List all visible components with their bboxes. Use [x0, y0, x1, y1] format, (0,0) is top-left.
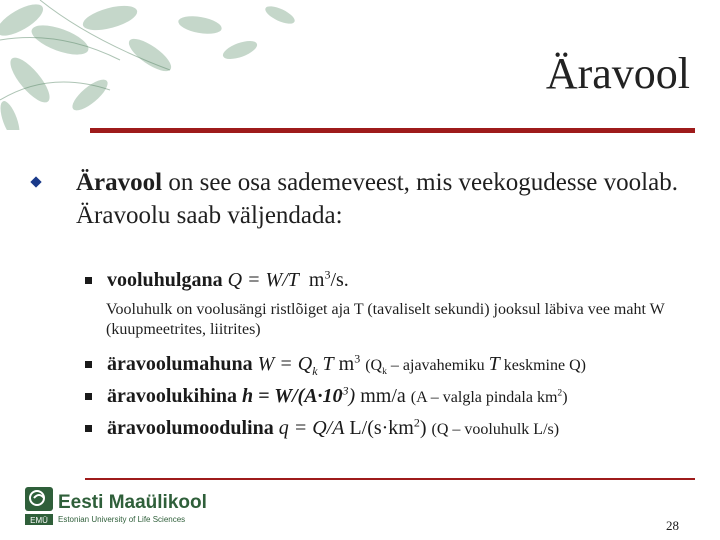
- list-item: [85, 384, 568, 410]
- list-item: [85, 416, 559, 442]
- note-text: (A – valgla pindala km: [410, 389, 558, 406]
- item-unit-tail: /s.: [330, 269, 349, 291]
- item-unit-sup: 2: [413, 415, 420, 430]
- item-unit: mm/a: [360, 385, 406, 407]
- item-formula: h = W/(A·10: [242, 385, 343, 407]
- item-term: äravoolumahuna: [107, 353, 253, 375]
- list-item: [85, 352, 586, 378]
- item-formula: Q = W/T: [227, 269, 299, 291]
- item-formula-sub: k: [312, 364, 318, 378]
- note-T: T: [488, 353, 500, 375]
- flow-note: Vooluhulk on voolusängi ristlõiget aja T (tavaliselt sekundi) jooksul läbiva vee maht W (kuupmeetrites, liitrites): [106, 301, 665, 338]
- note-tail: keskmine Q): [499, 357, 586, 374]
- item-unit: m: [338, 353, 355, 375]
- main-definition: on see osa sademeveest, mis veekogudesse voolab.: [162, 169, 678, 196]
- item-formula-tail: ): [348, 385, 356, 407]
- item-term: vooluhulgana: [107, 269, 223, 291]
- note-mid: – ajavahemiku: [386, 357, 489, 374]
- item-unit: m: [308, 269, 325, 291]
- item-formula-sup: 3: [342, 383, 349, 398]
- item-term: äravoolumoodulina: [107, 417, 274, 439]
- item-formula: q = Q/A: [278, 417, 345, 439]
- note-open: (Q: [365, 357, 383, 374]
- list-item: [85, 268, 349, 292]
- item-formula-tail: T: [317, 353, 334, 375]
- item-note: (Q – vooluhulk L/s): [431, 421, 560, 438]
- slide-title: Äravool: [545, 49, 690, 98]
- page-number: 28: [666, 518, 679, 533]
- emu-emblem-icon: [24, 486, 54, 526]
- item-unit-sup: 3: [324, 267, 331, 282]
- note-tail: ): [562, 389, 568, 406]
- item-term: äravoolukihina: [107, 385, 238, 407]
- note-sub: k: [382, 366, 387, 378]
- footer-rule: [85, 478, 695, 480]
- logo-abbr: EMÜ: [30, 516, 48, 525]
- main-bullet: [32, 166, 682, 232]
- main-term: Äravool: [76, 169, 163, 196]
- item-note: [411, 389, 568, 406]
- item-formula: W = Q: [257, 353, 313, 375]
- university-logo: [24, 484, 214, 528]
- item-unit-tail: ): [419, 417, 427, 439]
- logo-subtitle: Estonian University of Life Sciences: [58, 515, 186, 524]
- main-line2: Äravoolu saab väljendada:: [76, 202, 343, 229]
- title-underline: [90, 128, 695, 133]
- item-unit: L/(s·km: [349, 417, 414, 439]
- item-unit-sup: 3: [354, 351, 361, 366]
- note-sup: 2: [557, 387, 563, 399]
- logo-name: Eesti Maaülikool: [58, 492, 207, 513]
- diamond-bullet-icon: [30, 176, 41, 187]
- item-note: [365, 353, 586, 378]
